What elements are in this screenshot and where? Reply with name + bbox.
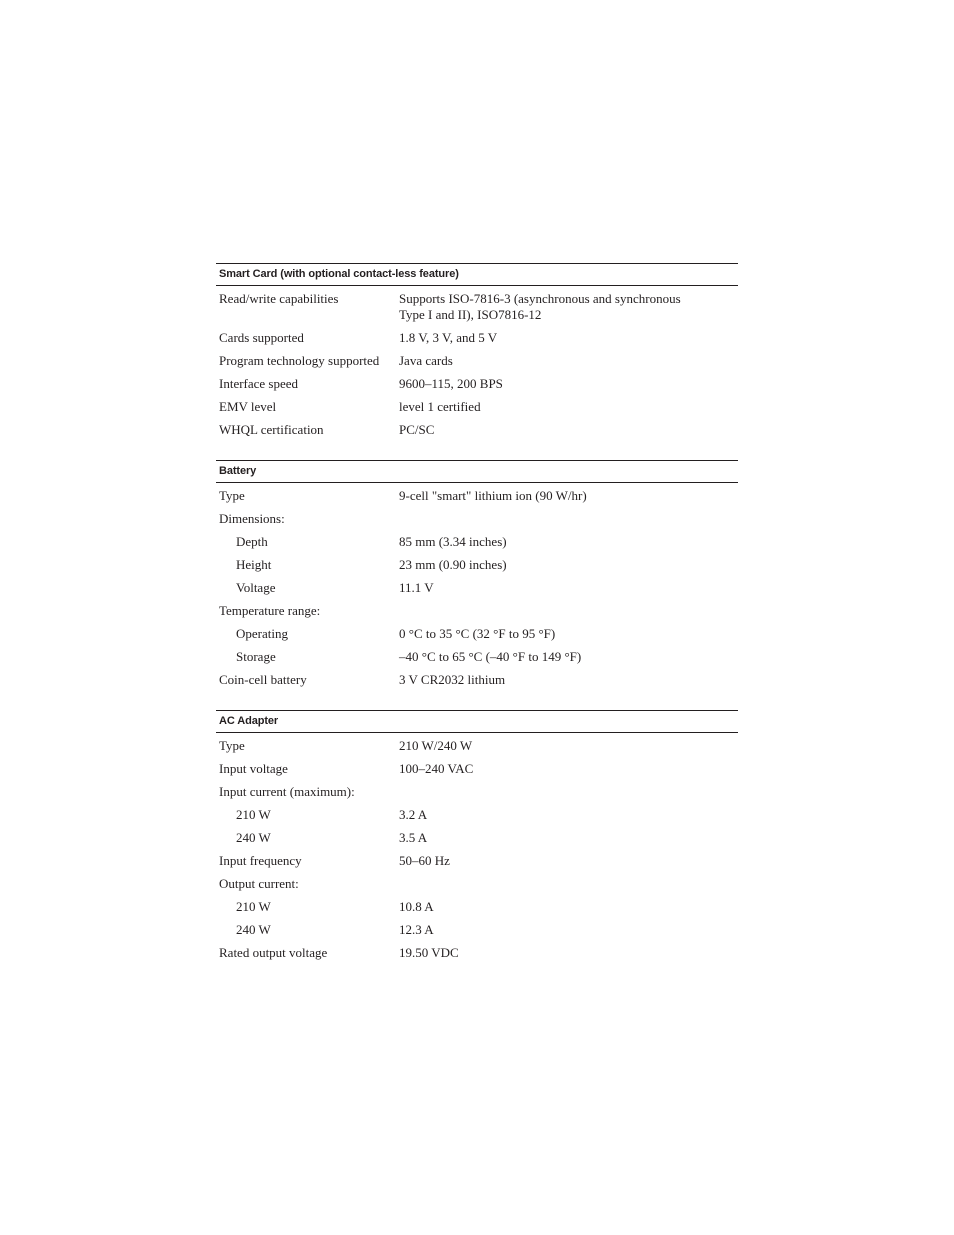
spec-value: 19.50 VDC bbox=[399, 945, 459, 960]
spec-value: 23 mm (0.90 inches) bbox=[399, 557, 507, 572]
spec-label: Type bbox=[219, 488, 245, 503]
spec-value: 3.2 A bbox=[399, 807, 428, 822]
spec-value bbox=[399, 511, 738, 527]
spec-row bbox=[216, 669, 738, 692]
section-smart-card bbox=[216, 263, 738, 442]
spec-row bbox=[216, 873, 738, 896]
spec-value: PC/SC bbox=[399, 422, 435, 437]
spec-value: 9600–115, 200 BPS bbox=[399, 376, 503, 391]
spec-row bbox=[216, 781, 738, 804]
spec-label: Operating bbox=[236, 626, 288, 641]
section-ac-adapter bbox=[216, 710, 738, 965]
spec-label: Depth bbox=[236, 534, 268, 549]
spec-label: 240 W bbox=[236, 922, 271, 937]
spec-label: Temperature range: bbox=[219, 603, 321, 618]
spec-row bbox=[216, 850, 738, 873]
section-title: AC Adapter bbox=[216, 710, 738, 733]
spec-label: 210 W bbox=[236, 807, 271, 822]
spec-document bbox=[216, 263, 738, 965]
spec-row bbox=[216, 758, 738, 781]
spec-value: 10.8 A bbox=[399, 899, 434, 914]
spec-value: Supports ISO-7816-3 (asynchronous and synchronous Type I and II), ISO7816-12 bbox=[399, 291, 681, 322]
spec-label: Input frequency bbox=[219, 853, 302, 868]
spec-label: Rated output voltage bbox=[219, 945, 328, 960]
spec-row bbox=[216, 485, 738, 508]
spec-row bbox=[216, 646, 738, 669]
spec-label: EMV level bbox=[219, 399, 277, 414]
spec-label: Input current (maximum): bbox=[219, 784, 355, 799]
spec-value bbox=[399, 603, 738, 619]
section-title: Battery bbox=[216, 460, 738, 483]
spec-value: 85 mm (3.34 inches) bbox=[399, 534, 507, 549]
spec-rows bbox=[216, 286, 738, 442]
spec-label: Coin-cell battery bbox=[219, 672, 307, 687]
spec-row bbox=[216, 327, 738, 350]
spec-row bbox=[216, 827, 738, 850]
spec-value: 12.3 A bbox=[399, 922, 434, 937]
spec-value: 9-cell "smart" lithium ion (90 W/hr) bbox=[399, 488, 587, 503]
spec-rows bbox=[216, 483, 738, 692]
spec-label: Dimensions: bbox=[219, 511, 285, 526]
section-title: Smart Card (with optional contact-less feature) bbox=[216, 263, 738, 286]
spec-label: Interface speed bbox=[219, 376, 299, 391]
spec-row bbox=[216, 804, 738, 827]
spec-label: Input voltage bbox=[219, 761, 288, 776]
spec-label: Type bbox=[219, 738, 245, 753]
spec-label: 210 W bbox=[236, 899, 271, 914]
spec-label: Storage bbox=[236, 649, 276, 664]
spec-row bbox=[216, 419, 738, 442]
spec-row bbox=[216, 531, 738, 554]
spec-value: 100–240 VAC bbox=[399, 761, 474, 776]
spec-row bbox=[216, 350, 738, 373]
spec-value: level 1 certified bbox=[399, 399, 481, 414]
spec-row bbox=[216, 942, 738, 965]
spec-value: –40 °C to 65 °C (–40 °F to 149 °F) bbox=[399, 649, 582, 664]
spec-label: Output current: bbox=[219, 876, 299, 891]
spec-value: 210 W/240 W bbox=[399, 738, 473, 753]
spec-row bbox=[216, 508, 738, 531]
spec-row bbox=[216, 600, 738, 623]
spec-row bbox=[216, 288, 738, 327]
spec-row bbox=[216, 373, 738, 396]
spec-value: 0 °C to 35 °C (32 °F to 95 °F) bbox=[399, 626, 556, 641]
spec-row bbox=[216, 577, 738, 600]
spec-label: Voltage bbox=[236, 580, 276, 595]
spec-row bbox=[216, 396, 738, 419]
spec-row bbox=[216, 554, 738, 577]
spec-value: 1.8 V, 3 V, and 5 V bbox=[399, 330, 498, 345]
spec-label: Read/write capabilities bbox=[219, 291, 339, 306]
spec-value: 3.5 A bbox=[399, 830, 428, 845]
spec-row bbox=[216, 623, 738, 646]
spec-value: Java cards bbox=[399, 353, 453, 368]
spec-row bbox=[216, 919, 738, 942]
spec-value: 3 V CR2032 lithium bbox=[399, 672, 506, 687]
spec-label: Program technology supported bbox=[219, 353, 380, 368]
section-battery bbox=[216, 460, 738, 692]
spec-value bbox=[399, 784, 738, 800]
spec-label: 240 W bbox=[236, 830, 271, 845]
spec-value bbox=[399, 876, 738, 892]
spec-value: 11.1 V bbox=[399, 580, 434, 595]
spec-label: Height bbox=[236, 557, 272, 572]
spec-row bbox=[216, 735, 738, 758]
spec-value: 50–60 Hz bbox=[399, 853, 450, 868]
spec-label: Cards supported bbox=[219, 330, 304, 345]
spec-row bbox=[216, 896, 738, 919]
spec-rows bbox=[216, 733, 738, 965]
spec-label: WHQL certification bbox=[219, 422, 324, 437]
